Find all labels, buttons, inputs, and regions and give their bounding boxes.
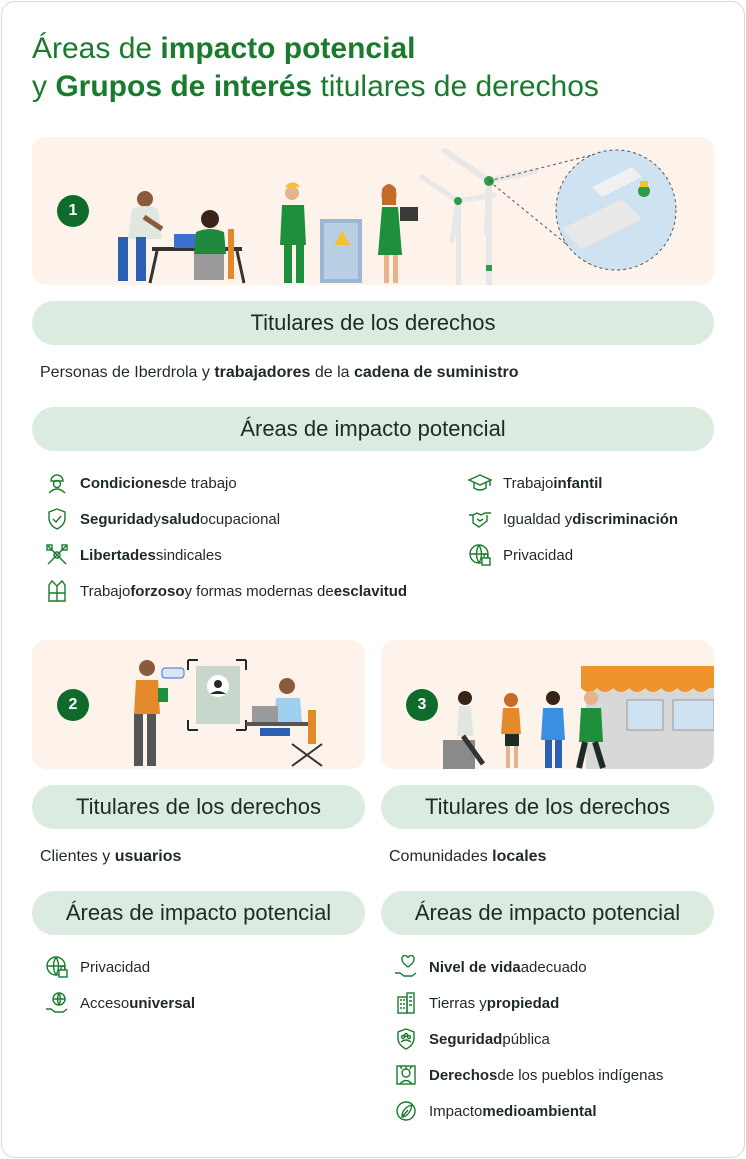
areas-heading: Áreas de impacto potencial [32,407,714,451]
holders-heading: Titulares de los derechos [32,785,365,829]
area-item [44,991,195,1015]
handshake-icon [467,507,493,531]
holders-text-part: Personas de Iberdrola [40,364,202,381]
area-text: ocupacional [200,510,281,528]
area-item [44,543,222,567]
title-bold-text: impacto potencial [160,32,416,65]
vest-icon [44,579,70,603]
holders-text [40,364,518,382]
area-text: Igualdad y [503,510,573,528]
area-text: Trabajo [80,582,131,600]
holders-text-bold: cadena de suministro [353,364,519,381]
holders-text-part: y [201,364,215,381]
office-people-illustration [118,191,244,283]
holders-text-bold: trabajadores [214,364,311,381]
holders-heading: Titulares de los derechos [32,301,714,345]
engineer-woman-illustration [378,184,418,283]
area-text-bold: universal [129,994,196,1012]
area-item [44,955,150,979]
area-text: adecuado [520,958,587,976]
globe-lock-icon [44,955,70,979]
holders-text [389,848,546,866]
areas-heading: Áreas de impacto potencial [381,891,714,935]
area-item [467,471,602,495]
workers-illustration [32,137,714,285]
area-item [467,507,678,531]
section-number-badge: 1 [57,195,89,227]
indigenous-icon [393,1063,419,1087]
electrician-illustration [280,182,362,283]
shield-icon [44,507,70,531]
area-text-bold: Seguridad [80,510,154,528]
graduation-cap-icon [467,471,493,495]
hand-globe-icon [44,991,70,1015]
title-text: titulares de derechos [312,70,599,103]
title-text: y [32,70,56,103]
area-text-bold: discriminación [572,510,679,528]
scene-workers-illustration [32,137,714,285]
area-text: de trabajo [170,474,237,492]
area-item [393,991,559,1015]
building-icon [393,991,419,1015]
area-text: Privacidad [503,546,574,564]
community-shield-icon [393,1027,419,1051]
area-item [393,1063,663,1087]
area-text-bold: propiedad [486,994,560,1012]
turbine-zoom-illustration [489,150,676,270]
area-item [44,471,237,495]
page-title [32,30,712,106]
area-text: Privacidad [80,958,151,976]
title-text: Áreas de [32,32,161,65]
area-text: pública [502,1030,550,1048]
area-item [44,579,407,603]
area-text-bold: Seguridad [429,1030,503,1048]
hand-heart-icon [393,955,419,979]
area-text: y formas modernas de [184,582,334,600]
tools-icon [44,543,70,567]
holders-text [40,848,181,866]
area-text: sindicales [155,546,222,564]
area-text: Trabajo [503,474,554,492]
area-text: y [153,510,161,528]
area-text-bold: Libertades [80,546,156,564]
globe-lock-icon [467,543,493,567]
holders-text-bold: locales [492,848,547,865]
worker-icon [44,471,70,495]
holders-text-part: y [102,848,115,865]
area-item [467,543,573,567]
leaf-globe-icon [393,1099,419,1123]
area-item [393,955,587,979]
area-text-bold: infantil [553,474,603,492]
section-number-badge: 2 [57,689,89,721]
holders-text-part: de la [310,364,354,381]
title-bold-text: Grupos de interés [55,70,313,103]
area-text-bold: Derechos [429,1066,498,1084]
area-text-bold: Condiciones [80,474,171,492]
area-text-bold: medioambiental [482,1102,597,1120]
area-text-bold: esclavitud [333,582,408,600]
area-text: Acceso [80,994,130,1012]
area-item [393,1099,597,1123]
area-text: de los pueblos indígenas [497,1066,664,1084]
holders-heading: Titulares de los derechos [381,785,714,829]
holders-text-part: Clientes [40,848,103,865]
area-text-bold: forzoso [130,582,185,600]
areas-heading: Áreas de impacto potencial [32,891,365,935]
area-text: Impacto [429,1102,483,1120]
holders-text-bold: usuarios [114,848,182,865]
area-text-bold: Nivel de vida [429,958,521,976]
area-item [44,507,280,531]
area-item [393,1027,550,1051]
holders-text-part: Comunidades [389,848,493,865]
area-text-bold: salud [160,510,201,528]
wind-turbines-illustration [422,151,535,285]
section-number-badge: 3 [406,689,438,721]
area-text: Tierras y [429,994,487,1012]
